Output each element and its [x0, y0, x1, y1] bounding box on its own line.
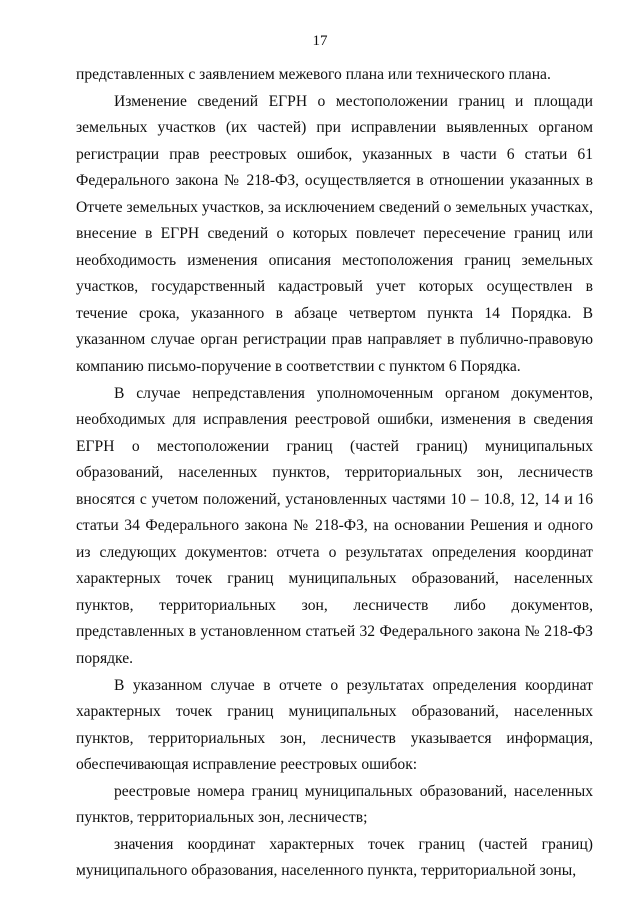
- paragraph-5: реестровые номера границ муниципальных образований, населенных пунктов, территориальных зон, лесничеств;: [76, 782, 593, 827]
- paragraph-6: значения координат характерных точек границ (частей границ) муниципального образования, населенного пункта, территориальной зоны,: [76, 835, 593, 880]
- document-body: [76, 62, 593, 885]
- paragraph-1: представленных с заявлением межевого плана или технического плана.: [76, 66, 551, 83]
- paragraph-4: В указанном случае в отчете о результатах определения координат характерных точек границ муниципальных образований, населенных пунктов, территориальных зон, лесничеств указывается информация, обеспечивающая исправление реестровых ошибок:: [76, 676, 593, 774]
- paragraph-2: Изменение сведений ЕГРН о местоположении границ и площади земельных участков (их частей) при исправлении выявленных органом регистрации прав реестровых ошибок, указанных в части 6 статьи 61 Федерального закона № 218-ФЗ, осуществляется в отношении указанных в Отчете земельных участков, за исключением сведений о земельных участках, внесение в ЕГРН сведений о которых повлечет пересечение границ или необходимость изменения описания местоположения границ земельных участков, государственный кадастровый учет которых осуществлен в течение срока, указанного в абзаце четвертом пункта 14 Порядка. В указанном случае орган регистрации прав направляет в публично-правовую компанию письмо-поручение в соответствии с пунктом 6 Порядка.: [76, 92, 593, 376]
- paragraph-3: В случае непредставления уполномоченным органом документов, необходимых для исправления реестровой ошибки, изменения в сведения ЕГРН о местоположении границ (частей границ) муниципальных образований, населенных пунктов, территориальных зон, лесничеств вносятся с учетом положений, установленных частями 10 – 10.8, 12, 14 и 16 статьи 34 Федерального закона № 218-ФЗ, на основании Решения и одного из следующих документов: отчета о результатах определения координат характерных точек границ муниципальных образований, населенных пунктов, территориальных зон, лесничеств либо документов, представленных в установленном статьей 32 Федерального закона № 218-ФЗ порядке.: [76, 384, 593, 668]
- page-number: 17: [312, 33, 328, 49]
